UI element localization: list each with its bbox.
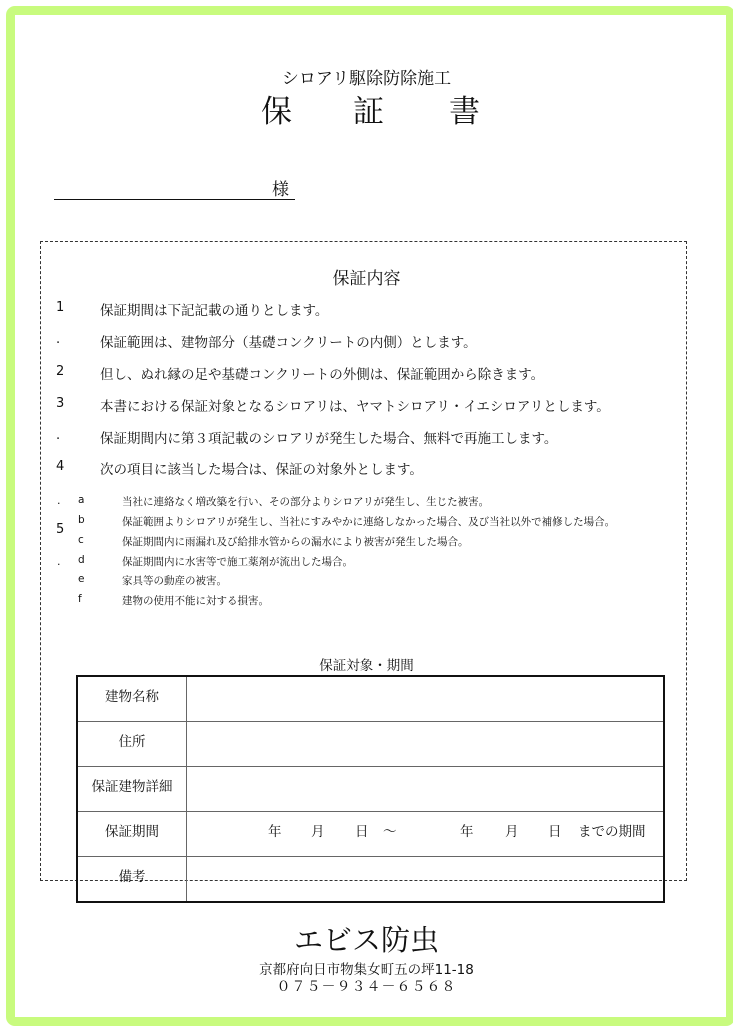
sub-list-mark: . [57,555,61,568]
period-year-end: 年 [460,824,474,840]
sub-item-text: 保証期間内に雨漏れ及び給排水管からの漏水により被害が発生した場合。 [122,536,469,548]
item-text: 保証期間内に第３項記載のシロアリが発生した場合、無料で再施工します。 [100,431,558,447]
sub-item-text: 保証範囲よりシロアリが発生し、当社にすみやかに連絡しなかった場合、及び当社以外で補修した場合。 [122,516,616,528]
sub-item-letter: d [78,554,85,566]
table-row [77,722,664,767]
item-text: 保証範囲は、建物部分（基礎コンクリートの内側）とします。 [100,335,477,351]
guarantee-target-table [76,675,665,903]
sub-item-text: 建物の使用不能に対する損害。 [122,595,269,607]
item-number: 4 [56,459,65,474]
sub-item-letter: b [78,514,85,526]
building-details-field[interactable] [187,767,665,812]
row-label-period: 保証期間 [77,812,187,857]
table-row [77,767,664,812]
row-label-building-details: 保証建物詳細 [77,767,187,812]
building-name-field[interactable] [187,676,665,722]
item-text: 保証期間は下記記載の通りとします。 [100,303,329,319]
period-month-start: 月 [311,824,325,840]
sub-item-letter: e [78,573,85,585]
item-number: 2 [56,364,65,379]
table-row [77,676,664,722]
item-text: 但し、ぬれ縁の足や基礎コンクリートの外側は、保証範囲から除きます。 [100,367,545,383]
period-tilde: ～ [383,824,397,840]
period-day-end: 日 [548,824,562,840]
sub-item-text: 当社に連絡なく増改築を行い、その部分よりシロアリが発生し、生じた被害。 [122,496,490,508]
sub-item-letter: f [78,593,82,605]
company-phone: ０７５－９３４－６５６８ [276,979,457,995]
period-month-end: 月 [505,824,519,840]
sub-list-number: 5 [56,522,65,537]
row-label-address: 住所 [77,722,187,767]
addressee-honorific: 様 [272,180,289,200]
title-char: 書 [449,94,480,130]
item-number: 1 [56,300,65,315]
item-text: 次の項目に該当した場合は、保証の対象外とします。 [100,462,423,478]
section-title: 保証内容 [332,269,401,289]
company-address: 京都府向日市物集女町五の坪11-18 [259,962,474,978]
item-number: . [56,332,61,347]
sub-item-text: 保証期間内に水害等で施工薬剤が流出した場合。 [122,556,353,568]
table-row [77,857,664,903]
table-row [77,812,664,857]
row-label-remarks: 備考 [77,857,187,903]
period-field[interactable] [187,812,665,857]
table-caption: 保証対象・期間 [319,658,414,674]
company-name: エビス防虫 [293,923,439,957]
sub-item-letter: a [78,494,85,506]
title-char: 保 [261,94,292,130]
remarks-field[interactable] [187,857,665,903]
document-title [255,86,485,130]
sub-item-letter: c [78,534,84,546]
title-char: 証 [353,94,384,130]
period-day-start: 日 [355,824,369,840]
item-number: 3 [56,396,65,411]
sub-item-text: 家具等の動産の被害。 [122,575,227,587]
period-year-start: 年 [268,824,282,840]
period-until-label: までの期間 [578,824,646,840]
sub-list-mark: . [57,494,61,507]
item-text: 本書における保証対象となるシロアリは、ヤマトシロアリ・イエシロアリとします。 [100,399,610,415]
item-number: . [56,428,61,443]
document-subtitle: シロアリ駆除防除施工 [281,69,452,89]
row-label-building-name: 建物名称 [77,676,187,722]
address-field[interactable] [187,722,665,767]
addressee-name-line[interactable] [54,199,295,200]
